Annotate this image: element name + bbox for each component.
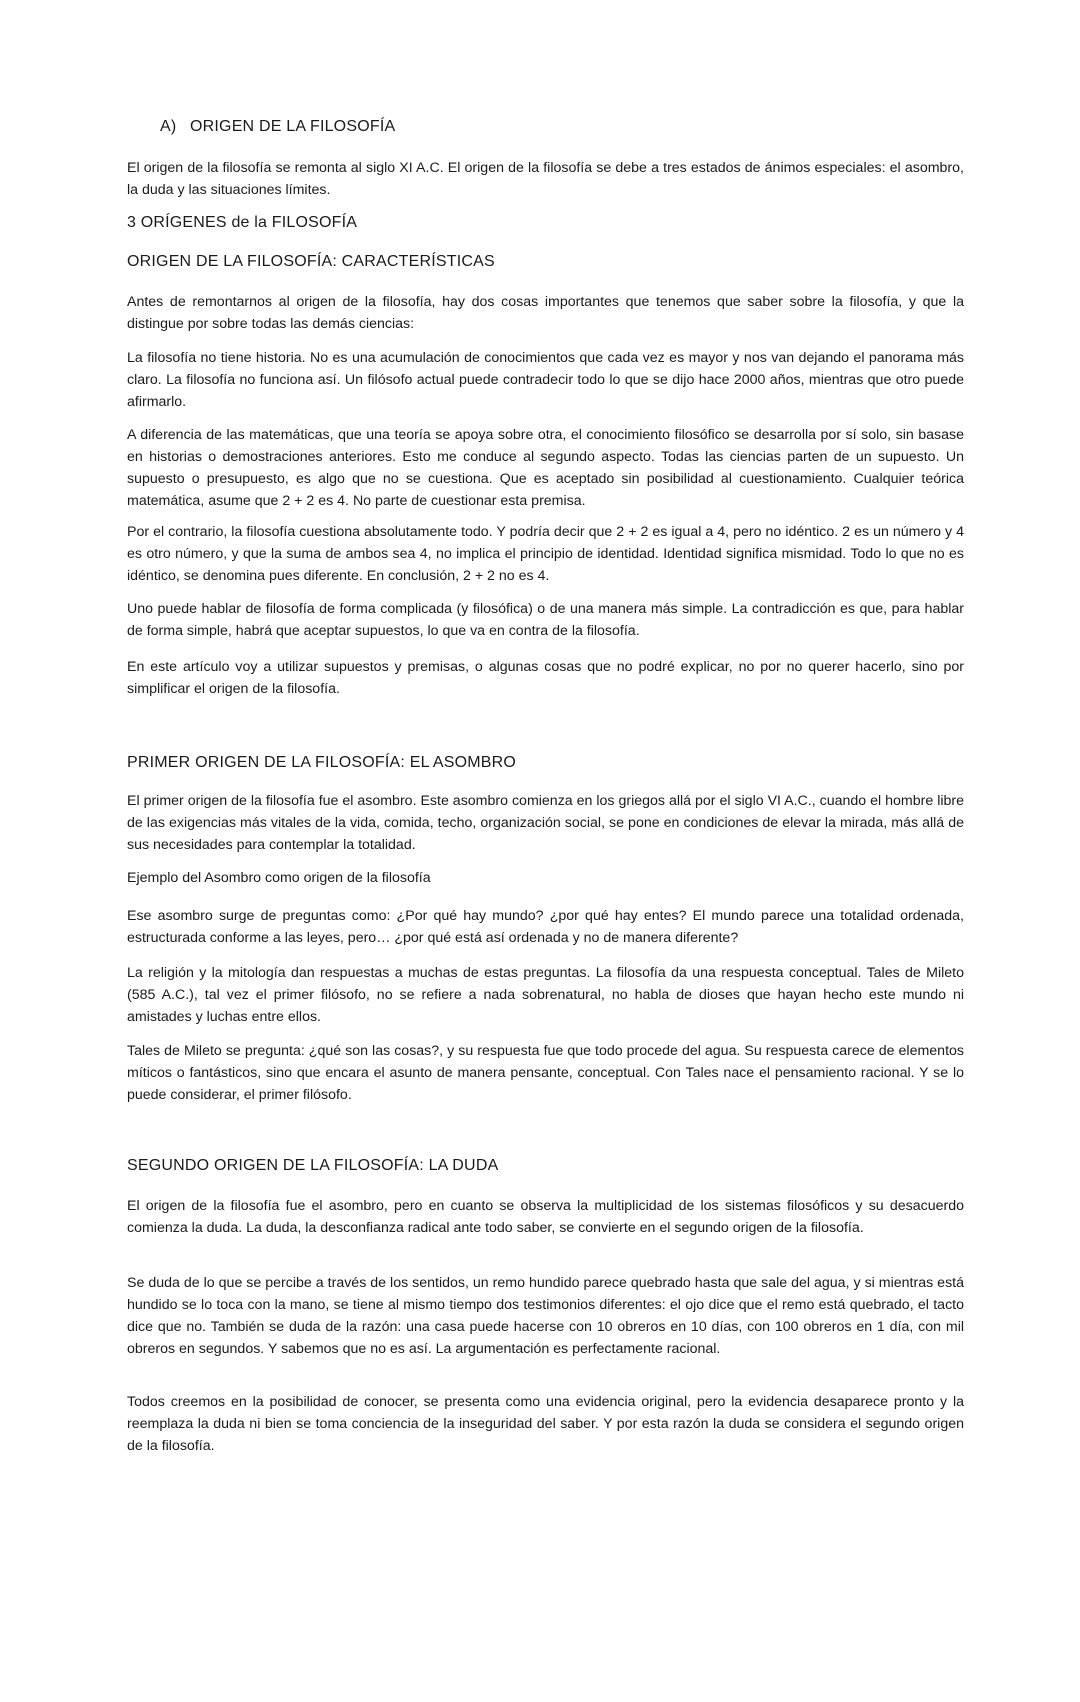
second-origin-paragraph-2: Se duda de lo que se percibe a través de los sentidos, un remo hundido parece quebrado hasta que sale del agua, y si mientras está hundido se lo toca con la mano, se tiene al mismo tiempo dos testimonios diferentes: el ojo dice que el remo está quebrado, el tacto dice que no. También se duda de la razón: una casa puede hacerse con 10 obreros en 10 días, con 100 obreros en 1 día, con mil obreros en segundos. Y sabemos que no es así. La argumentación es perfectamente racional. [127,1275,964,1357]
first-origin-heading: PRIMER ORIGEN DE LA FILOSOFÍA: EL ASOMBRO [127,754,517,771]
second-origin-paragraph-1: El origen de la filosofía fue el asombro, pero en cuanto se observa la multiplicidad de los sistemas filosóficos y su desacuerdo comienza la duda. La duda, la desconfianza radical ante todo saber, se convierte en el segundo origen de la filosofía. [127,1198,964,1236]
first-origin-paragraph-3: Ese asombro surge de preguntas como: ¿Por qué hay mundo? ¿por qué hay entes? El mundo parece una totalidad ordenada, estructurada conforme a las leyes, pero… ¿por qué está así ordenada y no de manera diferente? [127,908,964,946]
first-origin-paragraph-2: Ejemplo del Asombro como origen de la filosofía [127,870,431,886]
second-origin-heading: SEGUNDO ORIGEN DE LA FILOSOFÍA: LA DUDA [127,1157,499,1174]
section-a-letter: A) [160,118,177,135]
first-origin-paragraph-4: La religión y la mitología dan respuestas a muchas de estas preguntas. La filosofía da una respuesta conceptual. Tales de Mileto (585 A.C.), tal vez el primer filósofo, no se refiere a nada sobrenatural, no habla de dioses que hayan hecho este mundo ni amistades y luchas entre ellos. [127,965,964,1025]
section-a-heading [160,118,964,136]
characteristics-paragraph-1: Antes de remontarnos al origen de la filosofía, hay dos cosas importantes que tenemos que saber sobre la filosofía, y que la distingue por sobre todas las demás ciencias: [127,294,964,332]
characteristics-paragraph-5: Uno puede hablar de filosofía de forma complicada (y filosófica) o de una manera más simple. La contradicción es que, para hablar de forma simple, habrá que aceptar supuestos, lo que va en contra de la filosofía. [127,601,964,639]
characteristics-paragraph-6: En este artículo voy a utilizar supuestos y premisas, o algunas cosas que no podré explicar, no por no querer hacerlo, sino por simplificar el origen de la filosofía. [127,659,964,697]
section-a-intro: El origen de la filosofía se remonta al siglo XI A.C. El origen de la filosofía se debe a tres estados de ánimos especiales: el asombro, la duda y las situaciones límites. [127,160,964,198]
first-origin-paragraph-1: El primer origen de la filosofía fue el asombro. Este asombro comienza en los griegos allá por el siglo VI A.C., cuando el hombre libre de las exigencias más vitales de la vida, comida, techo, organización social, se pone en condiciones de elevar la mirada, más allá de sus necesidades para contemplar la totalidad. [127,793,964,853]
characteristics-paragraph-4: Por el contrario, la filosofía cuestiona absolutamente todo. Y podría decir que 2 + 2 es igual a 4, pero no idéntico. 2 es un número y 4 es otro número, y que la suma de ambos sea 4, no implica el principio de identidad. Identidad significa mismidad. Todo lo que no es idéntico, se denomina pues diferente. En conclusión, 2 + 2 no es 4. [127,524,964,584]
three-origins-heading: 3 ORÍGENES de la FILOSOFÍA [127,214,358,231]
characteristics-paragraph-3: A diferencia de las matemáticas, que una teoría se apoya sobre otra, el conocimiento filosófico se desarrolla por sí solo, sin basase en historias o demostraciones anteriores. Esto me conduce al segundo aspecto. Todas las ciencias parten de un supuesto. Un supuesto o presupuesto, es algo que no se cuestiona. Que es aceptado sin posibilidad al cuestionamiento. Cualquier teórica matemática, asume que 2 + 2 es 4. No parte de cuestionar esta premisa. [127,427,964,509]
first-origin-paragraph-5: Tales de Mileto se pregunta: ¿qué son las cosas?, y su respuesta fue que todo procede del agua. Su respuesta carece de elementos míticos o fantásticos, sino que encara el asunto de manera pensante, conceptual. Con Tales nace el pensamiento racional. Y se lo puede considerar, el primer filósofo. [127,1043,964,1103]
second-origin-paragraph-3: Todos creemos en la posibilidad de conocer, se presenta como una evidencia original, pero la evidencia desaparece pronto y la reemplaza la duda ni bien se toma conciencia de la inseguridad del saber. Y por esta razón la duda se considera el segundo origen de la filosofía. [127,1394,964,1454]
characteristics-paragraph-2: La filosofía no tiene historia. No es una acumulación de conocimientos que cada vez es mayor y nos van dejando el panorama más claro. La filosofía no funciona así. Un filósofo actual puede contradecir todo lo que se dijo hace 2000 años, mientras que otro puede afirmarlo. [127,350,964,410]
section-a-title: ORIGEN DE LA FILOSOFÍA [190,118,396,135]
characteristics-heading: ORIGEN DE LA FILOSOFÍA: CARACTERÍSTICAS [127,253,495,270]
